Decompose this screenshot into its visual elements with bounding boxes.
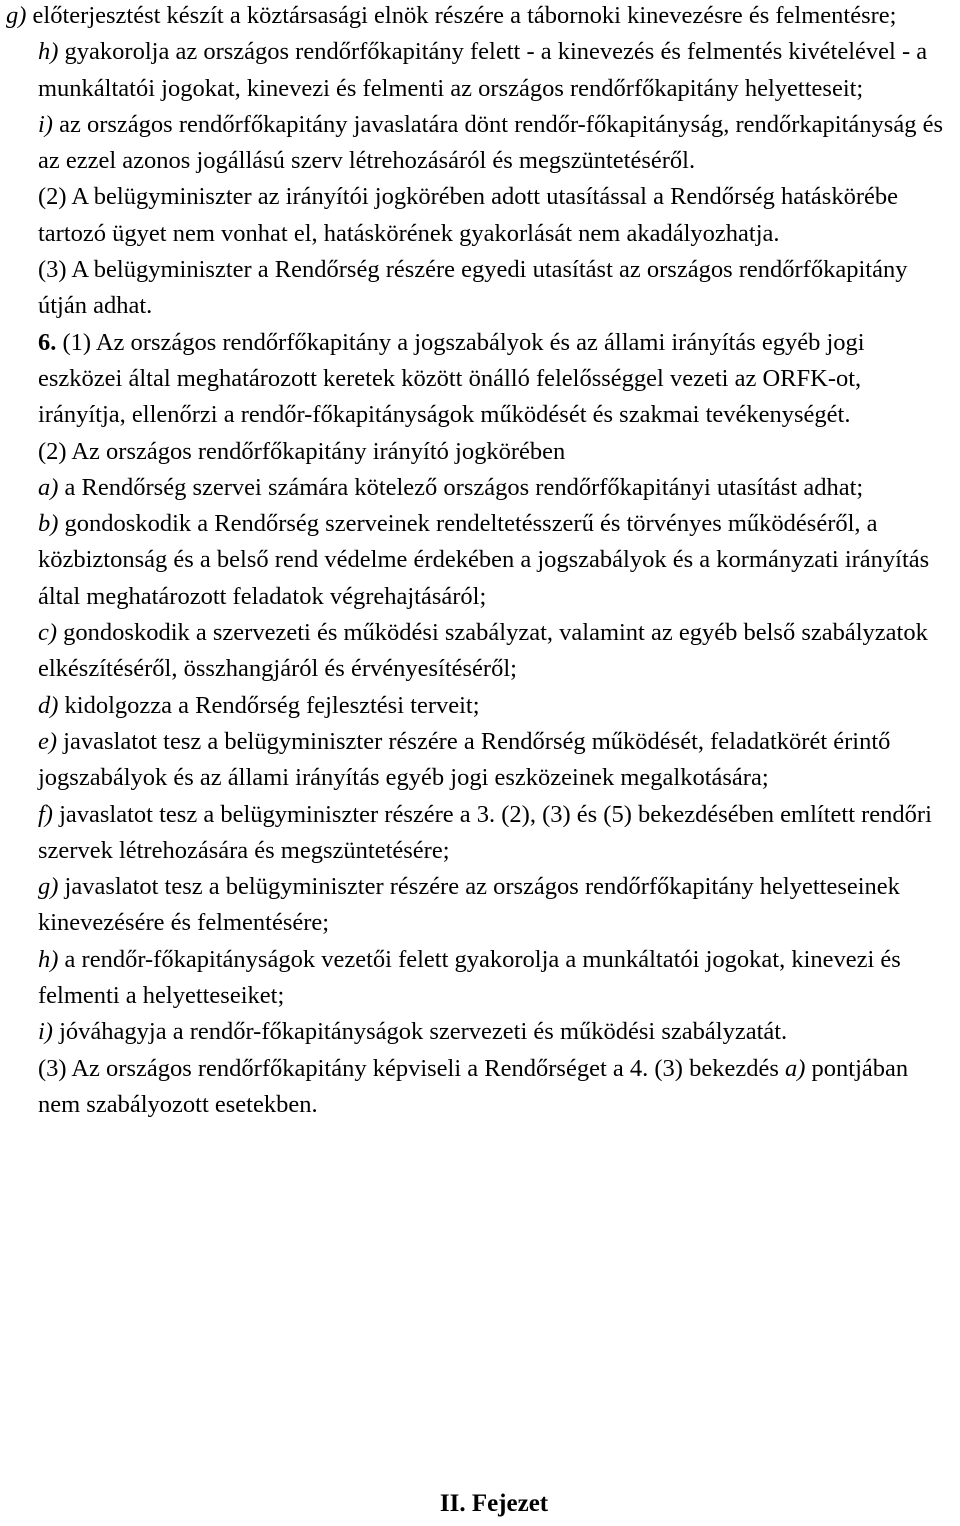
list-item <box>6 615 954 688</box>
list-item <box>6 1014 954 1050</box>
item-g <box>6 0 954 34</box>
item-h <box>6 34 954 107</box>
paragraph-2: (2) A belügyminiszter az irányítói jogkörében adott utasítással a Rendőrség hatáskörébe tartozó ügyet nem vonhat el, hatáskörének gyakorlását nem akadályozhatja. <box>38 183 898 247</box>
section-6-paragraph-3 <box>6 1051 954 1124</box>
list-item <box>6 869 954 942</box>
item-letter: e) <box>38 727 58 755</box>
paragraph-text: pontjában nem szabályozott esetekben. <box>38 1054 909 1118</box>
item-letter: i) <box>38 110 53 138</box>
paragraph-3: (3) A belügyminiszter a Rendőrség részére egyedi utasítást az országos rendőrfőkapitány útján adhat. <box>38 256 908 320</box>
list-item <box>6 688 954 724</box>
item-text: az országos rendőrfőkapitány javaslatára dönt rendőr-főkapitányság, rendőrkapitányság és az ezzel azonos jogállású szerv létrehozásáról és megszüntetéséről. <box>38 110 943 175</box>
item-letter: a) <box>38 473 59 501</box>
item-text: kidolgozza a Rendőrség fejlesztési terveit; <box>58 691 480 719</box>
item-letter: h) <box>38 38 59 66</box>
chapter-heading: II. Fejezet <box>439 1490 549 1517</box>
item-letter: g) <box>38 873 59 901</box>
item-text: gyakorolja az országos rendőrfőkapitány felett - a kinevezés és felmentés kivételével - a munkáltatói jogokat, kinevezi és felmenti az országos rendőrfőkapitány helyetteseit; <box>38 38 928 102</box>
section-6-paragraph-1 <box>6 325 954 434</box>
item-text: jóváhagyja a rendőr-főkapitányságok szervezeti és működési szabályzatát. <box>52 1018 788 1046</box>
item-text: előterjesztést készít a köztársasági elnök részére a tábornoki kinevezésre és felmentésre; <box>26 2 897 29</box>
item-i <box>6 107 954 180</box>
item-letter: f) <box>38 800 53 828</box>
document-page <box>6 0 954 1123</box>
section-text: (1) Az országos rendőrfőkapitány a jogszabályok és az állami irányítás egyéb jogi eszközei által meghatározott keretek között önálló felelősséggel vezeti az ORFK-ot, irányítja, ellenőrzi a rendőr-főkapitányságok működését és szakmai tevékenységét. <box>38 328 865 429</box>
item-letter: d) <box>38 691 59 719</box>
item-text: gondoskodik a Rendőrség szerveinek rendeltetésszerű és törvényes működéséről, a közbiztonság és a belső rend védelme érdekében a jogszabályok és a kormányzati irányítás által meghatározott feladatok végrehajtásáról; <box>38 510 930 610</box>
item-letter: a) <box>785 1054 806 1082</box>
item-text: a Rendőrség szervei számára kötelező országos rendőrfőkapitányi utasítást adhat; <box>58 473 864 501</box>
list-item <box>6 797 954 870</box>
item-letter: g) <box>6 2 27 29</box>
item-letter: b) <box>38 510 59 538</box>
item-text: javaslatot tesz a belügyminiszter részére az országos rendőrfőkapitány helyetteseinek kinevezésére és felmentésére; <box>38 873 900 937</box>
item-text: javaslatot tesz a belügyminiszter részére a 3. (2), (3) és (5) bekezdésében említett rendőri szervek létrehozására és megszüntetésére; <box>38 800 932 864</box>
item-text: gondoskodik a szervezeti és működési szabályzat, valamint az egyéb belső szabályzatok elkészítéséről, összhangjáról és érvényesítéséről; <box>38 619 928 683</box>
list-item <box>6 506 954 615</box>
section-6-paragraph-2-intro: (2) Az országos rendőrfőkapitány irányító jogkörében <box>38 437 566 465</box>
list-item <box>6 470 954 506</box>
paragraph-text: (3) Az országos rendőrfőkapitány képviseli a Rendőrséget a 4. (3) bekezdés <box>38 1054 785 1082</box>
item-text: javaslatot tesz a belügyminiszter részére a Rendőrség működését, feladatkörét érintő jogszabályok és az állami irányítás egyéb jogi eszközeinek megalkotására; <box>38 727 891 792</box>
item-letter: c) <box>38 619 58 647</box>
list-item <box>6 942 954 1015</box>
item-letter: i) <box>38 1018 53 1046</box>
item-letter: h) <box>38 945 59 973</box>
item-text: a rendőr-főkapitányságok vezetői felett gyakorolja a munkáltatói jogokat, kinevezi és felmenti a helyetteseiket; <box>38 945 901 1010</box>
list-item <box>6 724 954 797</box>
section-number: 6. <box>38 328 57 356</box>
